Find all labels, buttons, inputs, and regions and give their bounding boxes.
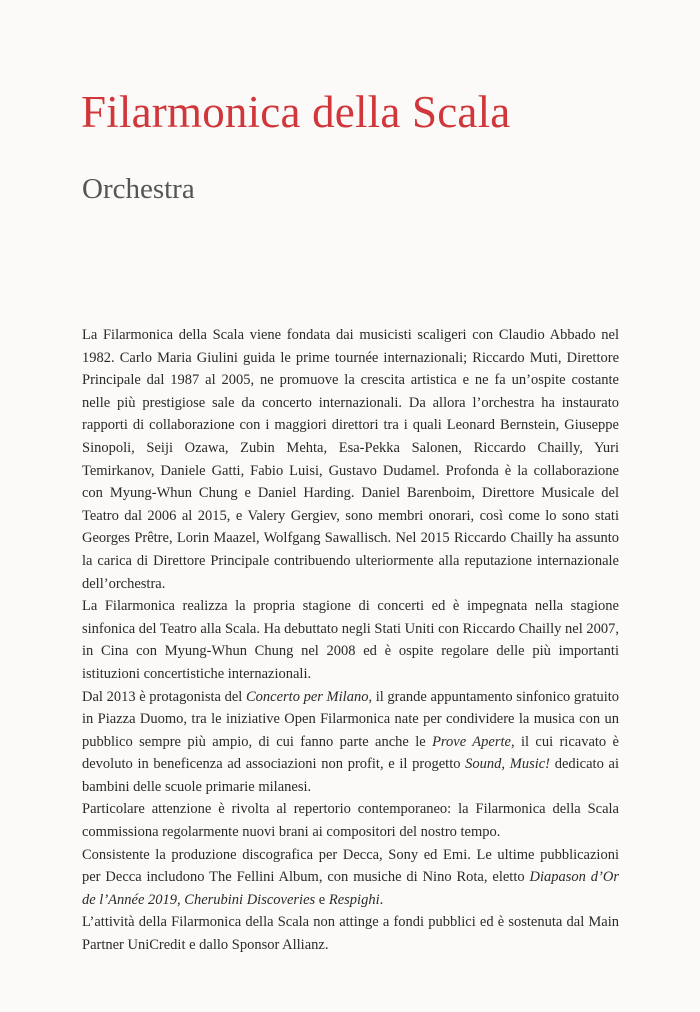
page-title: Filarmonica della Scala: [81, 87, 511, 137]
page-subtitle: Orchestra: [82, 173, 195, 205]
body-text: [82, 324, 619, 957]
text-run: L’attività della Filarmonica della Scala non attinge a fondi pubblici ed è sostenuta dal Main Partner UniCredit e dallo Sponsor Allianz.: [82, 914, 619, 954]
italic-title: Concerto per Milano: [245, 688, 369, 705]
italic-title: Sound, Music!: [465, 756, 551, 773]
text-run: Consistente la produzione discografica per Decca, Sony ed Emi. Le ultime pubblicazioni per Decca includono The Fellini Album, con musiche di Nino Rota, eletto: [82, 846, 619, 886]
text-run: ,: [177, 891, 185, 908]
paragraph-season: [82, 595, 619, 685]
text-run: .: [379, 891, 384, 908]
text-run: La Filarmonica della Scala viene fondata dai musicisti scaligeri con Claudio Abbado nel 1982. Carlo Maria Giulini guida le prime tournée internazionali; Riccardo Muti, Direttore Principale dal 1987 al 2005, ne promuove la crescita artistica e ne fa un’ospite costante nelle più prestigiose sale da concerto internazionali. Da allora l’orchestra ha instaurato rapporti di collaborazione con i maggiori direttori tra i quali Leonard Bernstein, Giuseppe Sinopoli, Seiji Ozawa, Zubin Mehta, Esa-Pekka Salonen, Riccardo Chailly, Yuri Temirkanov, Daniele Gatti, Fabio Luisi, Gustavo Dudamel. Profonda è la collaborazione con Myung-Whun Chung e Daniel Harding. Daniel Barenboim, Direttore Musicale del Teatro dal 2006 al 2015, e Valery Gergiev, sono membri onorari, così come lo sono stati Georges Prêtre, Lorin Maazel, Wolfgang Sawallisch. Nel 2015 Riccardo Chailly ha assunto la carica di Direttore Principale contribuendo ulteriormente alla reputazione internazionale dell’orchestra.: [82, 327, 619, 592]
text-run: La Filarmonica realizza la propria stagione di concerti ed è impegnata nella stagione sinfonica del Teatro alla Scala. Ha debuttato negli Stati Uniti con Riccardo Chailly nel 2007, in Cina con Myung-Whun Chung nel 2008 ed è ospite regolare delle più importanti istituzioni concertistiche internazionali.: [82, 598, 619, 682]
paragraph-discography: [82, 844, 619, 912]
text-run: Dal 2013 è protagonista del: [82, 688, 246, 705]
text-run: e: [315, 891, 329, 908]
paragraph-history: [82, 324, 619, 595]
italic-title: Cherubini Discoveries: [184, 891, 316, 908]
text-run: , il cui ricavato è devoluto in beneficenza ad associazioni non profit, e il progetto: [82, 733, 619, 773]
italic-title: Diapason d’Or de l’Année 2019: [82, 869, 619, 908]
text-run: Particolare attenzione è rivolta al repertorio contemporaneo: la Filarmonica della Scala commissiona regolarmente nuovi brani ai compositori del nostro tempo.: [82, 801, 619, 841]
text-run: , il grande appuntamento sinfonico gratuito in Piazza Duomo, tra le iniziative Open Filarmonica nate per condividere la musica con un pubblico sempre più ampio, di cui fanno parte anche le: [82, 688, 620, 750]
paragraph-open-filarmonica: [82, 686, 619, 799]
italic-title: Prove Aperte: [432, 733, 511, 750]
paragraph-contemporary: [82, 798, 619, 843]
text-run: dedicato ai bambini delle scuole primarie milanesi.: [82, 756, 619, 795]
paragraph-sponsors: [82, 911, 619, 956]
italic-title: Respighi: [328, 891, 380, 908]
